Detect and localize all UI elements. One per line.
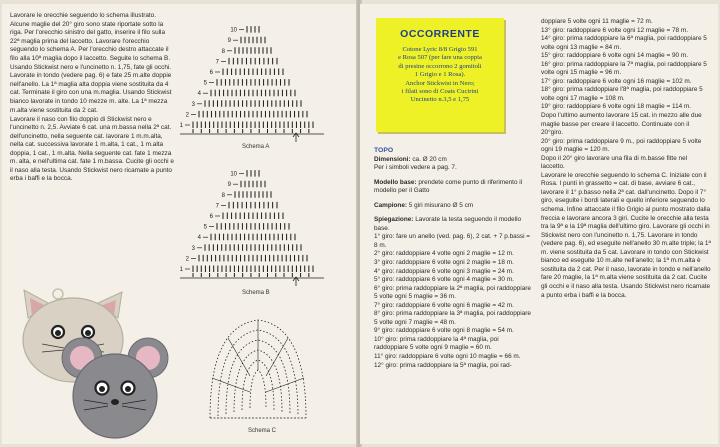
row-number: 8 [221,192,225,199]
round-1: 1° giro: fare un anello (ved. pag. 6), 2 cat. + 7 p.bassi = 8 m. [374,233,531,249]
round-row: 7° giro: raddoppiare 6 volte ogni 6 maglie = 42 m. [374,301,514,309]
topo-instructions [374,147,532,370]
row-number: 2 [185,112,189,119]
instruction-line: 16° giro: prima raddoppiare la 7ª maglia, poi raddoppiare 5 volte ogni 15 maglie = 96 m. [541,60,707,77]
schema-c-diagram [198,308,318,426]
round-row: 3° giro: raddoppiare 6 volte ogni 2 maglie = 18 m. [374,259,514,267]
round-row: 11° giro: raddoppiare 6 volte ogni 10 maglie = 66 m. [374,353,521,361]
row-number: 6 [209,70,213,76]
model-base: Modello base: prendete come punto di riferimento il modello per il Gatto [374,178,523,195]
instruction-line: 18° giro: prima raddoppiare l'8ª maglia, poi raddoppiare 5 volte ogni 17 maglie = 108 m. [541,86,703,102]
instruction-line: Dopo l'ultimo aumento lavorare 15 cat. in mezzo alle due maglie basse per creare il laccetto. Continuate con il 20°giro. [541,112,702,137]
materials-line: Cotone Lyric 8/8 Grigio 591 [402,46,478,53]
paragraph-ears: Lavorare le orecchie seguendo lo schema illustrato. Alcune maglie del 20° giro sono state riportate sotto la riga. Per l'orecchio sinistro del gatto, inserire il filo sulla 22ª maglia prima del laccetto. Lavorare l'orecchio seguendo lo schema A. Per l'orecchio destro attaccate il filo alla 10ª maglia dopo il laccetto. Seguite lo schema B. [10,12,171,62]
topo-heading: TOPO [374,147,394,154]
row-number: 7 [215,203,219,210]
round-row: 2° giro: raddoppiare 4 volte ogni 2 maglie = 12 m. [374,250,514,258]
instruction-line: 19° giro: raddoppiare 6 volte ogni 18 maglie = 114 m. [541,103,692,111]
instruction-line: 13° giro: raddoppiare 6 volte ogni 12 maglie = 78 m. [541,26,688,34]
gauge: Campione: 5 giri misurano Ø 5 cm [374,201,474,209]
materials-box [376,18,504,132]
paragraph-nose: Lavorare il naso con filo doppio di Stickwist nero e l'uncinetto n. 2,5. Avviate 6 cat. una m.bassa nella 2ª cat. dell'uncinetto, nella seguente cat. lavorare 1 m.m.alta, nella cat. successiva lavorate 1 m.alta, 1 cat., 1 m.alta doppia, 1 cat., 1 m.alta. Nella seguente cat. fate 1 mezza m. alta, e nell'ultima cat. fate 1 m.bassa. Cucite gli occhi e il naso alla testa. Usando Stickwist nero ricamate a punto erba i baffi e la bocca. [10,115,174,183]
instruction-line: 14° giro: prima raddoppiare la 6ª maglia, poi raddoppiare 5 volte ogni 13 maglie = 84 m. [541,35,707,51]
left-text-column [10,12,176,184]
right-page [360,4,718,444]
instruction-line: 17° giro: raddoppiare 6 volte ogni 16 maglie = 102 m. [541,77,692,85]
dimensions: Dimensioni: ca. Ø 20 cm [374,155,447,163]
round-row: 8° giro: prima raddoppiare la 3ª maglia, poi raddoppiare 5 volte ogni 7 maglie = 48 m. [374,310,531,326]
schema-a-diagram [178,18,328,143]
round-row: 9° giro: raddoppiare 6 volte ogni 8 maglie = 54 m. [374,327,514,335]
row-number: 9 [227,38,231,45]
materials-line: Anchor Stickwist in Nero; [405,79,475,87]
row-number: 4 [197,91,201,98]
row-number: 3 [191,101,195,108]
row-number: 6 [209,214,213,220]
schema-b-diagram [178,162,328,287]
instruction-line: 20° giro: prima raddoppiare 9 m., poi raddoppiare 5 volte ogni 19 maglie = 120 m. [541,137,702,154]
symbols-note: Per i simboli vedere a pag. 7. [374,164,457,172]
explanation: Spiegazione: Lavorate la testa seguendo il modello base. [374,216,522,232]
row-number: 2 [185,256,189,263]
round-row: 12° giro: prima raddoppiare la 5ª maglia, poi rad- [374,361,512,369]
materials-line: Uncinetto n.3,5 e 1,75 [410,96,470,104]
rounds-list [374,250,532,370]
mouse-potholder-illustration [60,334,170,444]
materials-line: e Rosa 507 (per fare una coppia [398,54,482,62]
materials-title: OCCORRENTE [400,28,480,40]
row-number: 10 [230,27,237,34]
instruction-line: 15° giro: raddoppiare 6 volte ogni 14 maglie = 90 m. [541,52,688,60]
round-row: 5° giro: raddoppiare 6 volte ogni 4 maglie = 30 m. [374,276,514,284]
round-row: 4° giro: raddoppiare 6 volte ogni 3 maglie = 24 m. [374,267,514,275]
row-number: 10 [230,171,237,178]
instruction-line: Lavorare le orecchie seguendo lo schema C. Iniziate con il Rosa. I punti in grassetto = cat. di base, avviare 6 cat., lavorare il 1° p.basso nella 2ª cat. dall'uncinetto. Dopo il 7° giro, eseguite i bordi laterali e quello inferiore seguendo lo schema. Infine attaccate il filo Grigio al punto mostrato dalla freccia e lavorare ancora 3 giri. Cucite le orecchie alla testa tra la 9ª e la 19ª maglia dell'ultimo giro. Lavorare gli occhi in Stickwist nero con l'uncinetto n. 1,75. Lavorare in tondo (vedere pag. 6), ed eseguite nell'anello 30 m.alte triple; la 1ª m. viene sostituita da 5 cat. Lavorare in tondo con Stickwist bianco ed eseguite 10 m.alte nell'anello; la 1ª m.m.alta è sostituita da 2 cat. Per il naso, lavorate in tondo e nell'anello fare 20 maglie, la 1ª m.alta viene sostituita da 2 cat. Cucite gli occhi e il naso alla testa. Usando Stickwist nero ricamate a punto erba i baffi e la bocca. [541,171,711,299]
row-number: 9 [227,182,231,189]
schema-c-caption: Schema C [248,428,277,434]
row-number: 5 [203,80,207,87]
materials-list [384,46,496,105]
materials-line: di presine occorrono 2 gomitoli [398,62,482,70]
row-number: 1 [179,123,183,129]
schema-b-caption: Schema B [242,290,270,296]
round-row: 6° giro: prima raddoppiare la 2ª maglia, poi raddoppiare 5 volte ogni 5 maglie = 36 m. [374,284,531,301]
paragraph-eyes: Usando Stickwist nero e l'uncinetto n. 1,75, fate gli occhi. Lavorate in tondo (vedere pag. 6) e fate 25 m.alte doppie nell'anello. La 1ª maglia alta doppia viene sostituita da 4 cat. Terminate il giro con una m.maglia. Usando Stickwist bianco lavorate in tondo 10 mezze m. alte. La 1ª mezza m.alta viene sostituita da 2 cat. [10,63,172,114]
row-number: 5 [203,224,207,231]
materials-line: 1 Grigio e 1 Rosa). [414,71,466,79]
left-page [2,4,358,444]
row-number: 3 [191,245,195,252]
instruction-line: doppiare 5 volte ogni 11 maglie = 72 m. [541,18,653,25]
materials-line: i filati sono di Coats Cucirini [401,88,479,96]
row-number: 1 [179,267,183,273]
instruction-line: Dopo il 20° giro lavorare una fila di m.basse fitte nel laccetto. [541,154,688,171]
round-row: 10° giro: prima raddoppiare la 4ª maglia, poi raddoppiare 5 volte ogni 9 maglie = 60 m. [374,335,499,352]
right-text-column [541,18,711,300]
row-number: 7 [215,59,219,66]
row-number: 4 [197,235,201,242]
row-number: 8 [221,48,225,55]
schema-a-caption: Schema A [242,144,270,150]
